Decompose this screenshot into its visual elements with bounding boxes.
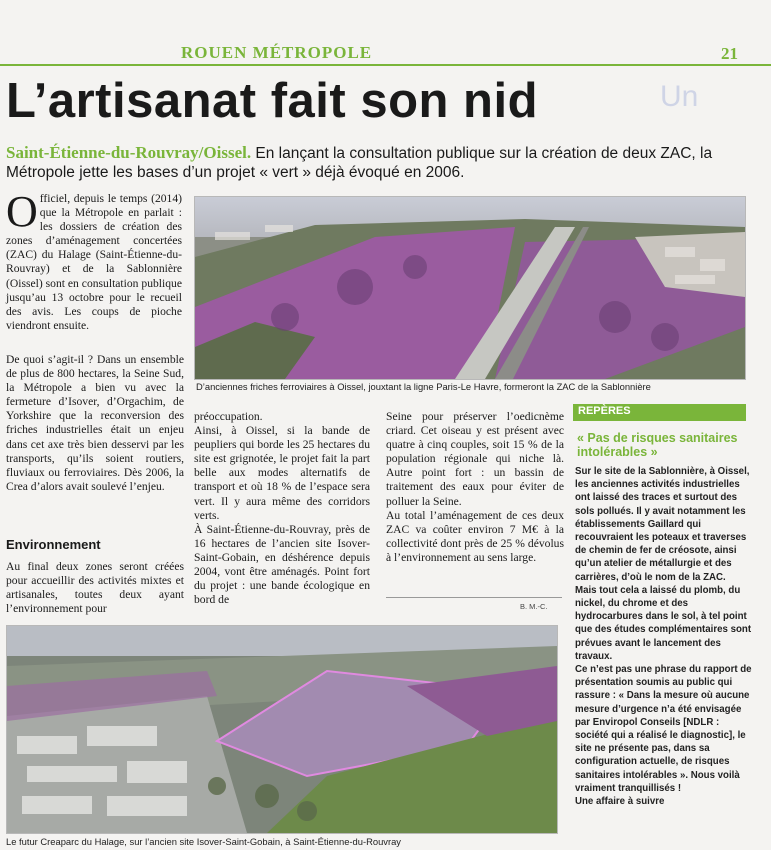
paragraph: Ainsi, à Oissel, si la bande de peupliers qui borde les 25 hectares du site est grignotée, le projet fait la part belle aux modes alternatifs de transport et où 18 % de l’espace sera vert. Il y aura même des corridors verts. — [194, 424, 370, 522]
deck-text: En lançant la consultation publique sur la création de deux ZAC, la Métropole jette les bases d’un projet « vert » déjà évoqué en 2006. — [6, 145, 713, 181]
byline-initials: B. M.-C. — [520, 602, 548, 611]
dateline-location: Saint-Étienne-du-Rouvray/Oissel. — [6, 143, 252, 162]
signature-rule — [386, 597, 562, 598]
subhead: Environnement — [6, 537, 101, 552]
photo-oissel — [194, 196, 746, 380]
section-title: ROUEN MÉTROPOLE — [181, 43, 373, 62]
paragraph: À Saint-Étienne-du-Rouvray, près de 16 hectares de l’ancien site Isover-Saint-Gobain, en déshérence depuis 2004, vont être aménagés. Point fort du projet : une bande écologique en bord de — [194, 522, 370, 607]
paragraph: fficiel, depuis le temps (2014) que la Métropole en parlait : les dossiers de création des zones d’aménagement concertées (ZAC) du Halage (Saint-Étienne-du-Rouvray) et de la Sablonnière (Oissel) sont en consultation publique jusqu’au 13 octobre pour le recueil des avis. Les coups de pioche viendront ensuite. — [6, 192, 182, 332]
column-1-bottom — [6, 560, 184, 616]
header-rule — [0, 64, 771, 66]
paragraph: Au final deux zones seront créées pour accueillir des activités mixtes et artisanales, toutes deux ayant l’environnement pour — [6, 560, 184, 616]
paragraph: Seine pour préserver l’oedicnème criard. Cet oiseau y est présent avec quatre à cinq couples, soit 15 % de la population régionale qui niche là. Autre point fort : un bassin de traitement des eaux pour éviter de polluer la Seine. — [386, 410, 564, 508]
column-1-top — [6, 187, 182, 333]
column-2 — [194, 410, 370, 607]
drop-cap: O — [6, 187, 38, 236]
paragraph: Mais tout cela a laissé du plomb, du nickel, du chrome et des hydrocarbures dans le sol, à tel point que des études complémentaires sont prévues avant le lancement des travaux. — [575, 584, 752, 662]
photo-caption-2: Le futur Creaparc du Halage, sur l’ancien site Isover-Saint-Gobain, à Saint-Étienne-du-Rouvray — [6, 836, 401, 847]
bleed-through-text: Un — [660, 80, 699, 113]
paragraph: Sur le site de la Sablonnière, à Oissel, les anciennes activités industrielles ont laissé des traces et surtout des sols pollués. Il y avait notamment les établissements Gaillard qui recouvraient les poteaux et traverses de chemin de fer de créosote, ainsi qu’un atelier de métallurgie et des carrières, d’où le nom de la ZAC. — [575, 466, 750, 583]
page-number: 21 — [721, 44, 738, 63]
paragraph: Au total l’aménagement de ces deux ZAC va coûter environ 7 M€ à la collectivité dont près de 25 % dévolus à l’environnement au sens large. — [386, 508, 564, 564]
photo-caption-1: D’anciennes friches ferroviaires à Oissel, jouxtant la ligne Paris-Le Havre, formeront la ZAC de la Sablonnière — [196, 381, 651, 392]
deck — [6, 143, 756, 182]
paragraph: Une affaire à suivre — [575, 796, 665, 808]
paragraph: préoccupation. — [194, 410, 263, 423]
paragraph: Ce n’est pas une phrase du rapport de présentation soumis au public qui rassure : « Dans la mesure où aucune mesure d’urgence n’a été envisagée par Enviropol Conseils [NDLR : société qui a réalisé le diagnostic], le site ne présente pas, dans sa configuration actuelle, de risques sanitaires intolérables ». Nous voilà vraiment tranquillisés ! — [575, 664, 752, 794]
sidebar-text — [575, 465, 753, 808]
column-3 — [386, 410, 564, 565]
headline: L’artisanat fait son nid — [6, 74, 539, 128]
column-1-middle — [6, 353, 184, 494]
photo-creaparc — [6, 625, 558, 834]
paragraph: De quoi s’agit-il ? Dans un ensemble de plus de 800 hectares, la Seine Sud, la Métropole a bien vu avec la fermeture d’Isover, d’Orgachim, de Yorkshire que la reconversion des friches industrielles était un enjeu dans cet axe très bien desservi par les transports, qu’ils soient routiers, fluviaux ou ferroviaires. Dès 2006, la Crea d’alors avait soulevé l’enjeu. — [6, 353, 184, 493]
sidebar-label: REPÈRES — [578, 405, 631, 417]
sidebar-title: « Pas de risques sanitaires intolérables » — [577, 431, 738, 459]
